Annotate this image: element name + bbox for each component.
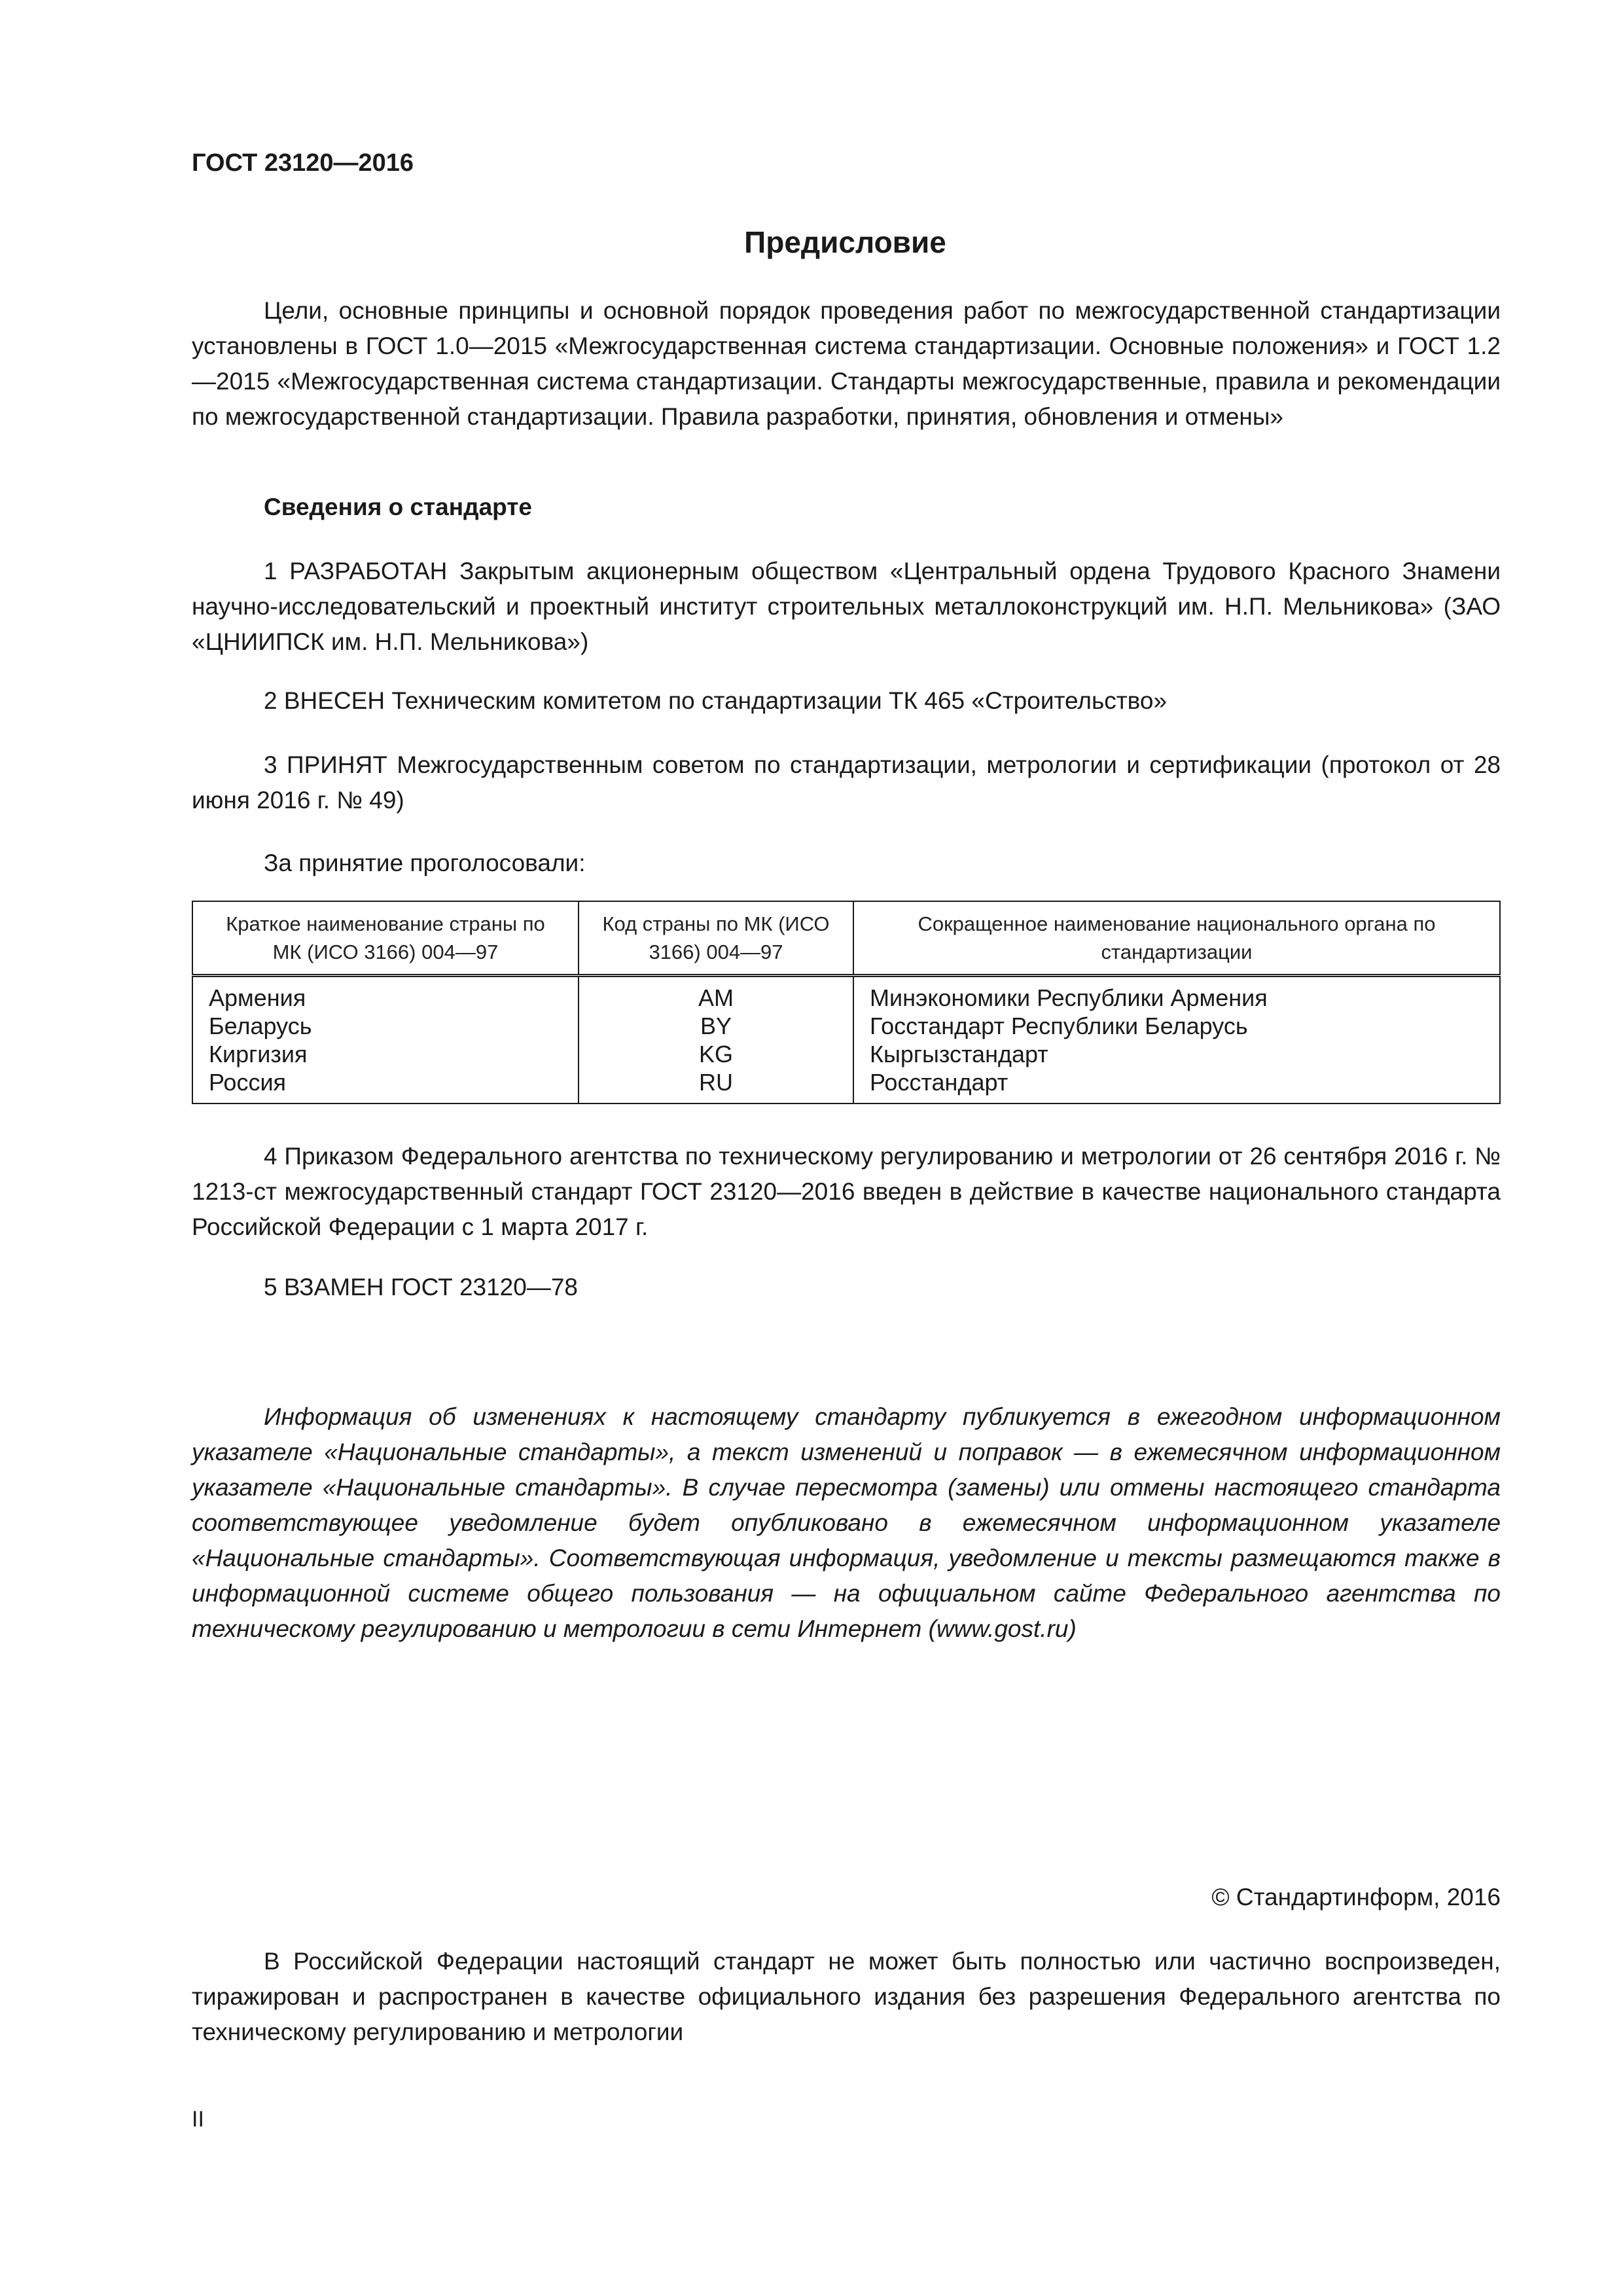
table-row — [192, 1068, 1500, 1103]
table-row — [192, 976, 1500, 1013]
copyright-line: © Стандартинформ, 2016 — [1211, 1884, 1501, 1910]
cell-country: Россия — [192, 1068, 579, 1103]
item-5-replaces: 5 ВЗАМЕН ГОСТ 23120—78 — [264, 1274, 578, 1300]
cell-code: AM — [579, 976, 853, 1013]
info-heading: Сведения о стандарте — [264, 493, 532, 520]
table-row — [192, 1040, 1500, 1068]
item-2-submitted: 2 ВНЕСЕН Техническим комитетом по стандартизации ТК 465 «Строительство» — [264, 687, 1168, 714]
cell-body: Кыргызстандарт — [853, 1040, 1500, 1068]
cell-body: Росстандарт — [853, 1068, 1500, 1103]
legal-notice: В Российской Федерации настоящий стандарт не может быть полностью или частично воспроизведен, тиражирован и распространен в качестве официального издания без разрешения Федерального агентства по техническому регулированию и метрологии — [192, 1948, 1501, 2045]
cell-body: Госстандарт Республики Беларусь — [853, 1012, 1500, 1040]
header-national-body: Сокращенное наименование национального органа по стандартизации — [853, 901, 1500, 976]
header-country-name: Краткое наименование страны по МК (ИСО 3166) 004—97 — [192, 901, 579, 976]
intro-paragraph: Цели, основные принципы и основной порядок проведения работ по межгосударственной стандартизации установлены в ГОСТ 1.0—2015 «Межгосударственная система стандартизации. Основные положения» и ГОСТ 1.2—2015 «Межгосударственная система стандартизации. Стандарты межгосударственные, правила и рекомендации по межгосударственной стандартизации. Правила разработки, принятия, обновления и отмены» — [192, 297, 1501, 430]
cell-code: KG — [579, 1040, 853, 1068]
vote-label: За принятие проголосовали: — [264, 850, 586, 876]
cell-country: Армения — [192, 976, 579, 1013]
cell-country: Киргизия — [192, 1040, 579, 1068]
table-row — [192, 1012, 1500, 1040]
item-1-developed: 1 РАЗРАБОТАН Закрытым акционерным обществом «Центральный ордена Трудового Красного Знамени научно-исследовательский и проектный институт строительных металлоконструкций им. Н.П. Мельникова» (ЗАО «ЦНИИПСК им. Н.П. Мельникова») — [192, 558, 1501, 655]
changes-notice: Информация об изменениях к настоящему стандарту публикуется в ежегодном информационном указателе «Национальные стандарты», а текст изменений и поправок — в ежемесячном информационном указателе «Национальные стандарты». В случае пересмотра (замены) или отмены настоящего стандарта соответствующее уведомление будет опубликовано в ежемесячном информационном указателе «Национальные стандарты». Соответствующая информация, уведомление и тексты размещаются также в информационной системе общего пользования — на официальном сайте Федерального агентства по техническому регулированию и метрологии в сети Интернет (www.gost.ru) — [192, 1403, 1501, 1642]
header-country-code: Код страны по МК (ИСО 3166) 004—97 — [579, 901, 853, 976]
cell-country: Беларусь — [192, 1012, 579, 1040]
voting-countries-table — [192, 901, 1501, 1104]
page-number: II — [192, 2107, 204, 2132]
table-header-row — [192, 901, 1500, 976]
page-title: Предисловие — [744, 225, 946, 259]
document-code: ГОСТ 23120—2016 — [192, 149, 414, 177]
cell-body: Минэкономики Республики Армения — [853, 976, 1500, 1013]
cell-code: BY — [579, 1012, 853, 1040]
item-3-adopted: 3 ПРИНЯТ Межгосударственным советом по стандартизации, метрологии и сертификации (протокол от 28 июня 2016 г. № 49) — [192, 751, 1501, 814]
cell-code: RU — [579, 1068, 853, 1103]
item-4-order: 4 Приказом Федерального агентства по техническому регулированию и метрологии от 26 сентября 2016 г. № 1213-ст межгосударственный стандарт ГОСТ 23120—2016 введен в действие в качестве национального стандарта Российской Федерации с 1 марта 2017 г. — [192, 1143, 1501, 1240]
